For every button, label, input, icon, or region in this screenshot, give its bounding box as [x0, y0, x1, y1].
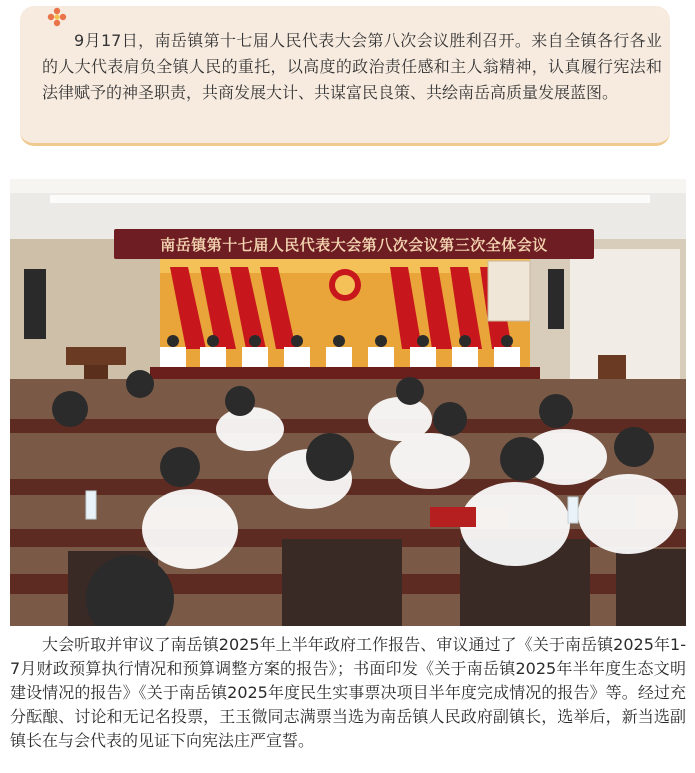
meeting-banner: 南岳镇第十七届人民代表大会第八次会议第三次全体会议 [114, 229, 594, 259]
flower-icon [46, 6, 68, 28]
meeting-photo [10, 179, 686, 626]
body-paragraph: 大会听取并审议了南岳镇2025年上半年政府工作报告、审议通过了《关于南岳镇2025年1-7月财政预算执行情况和预算调整方案的报告》；书面印发《关于南岳镇2025年半年度生态文明建设情况的报告》《关于南岳镇2025年度民生实事票决项目半年度完成情况的报告》等。经过充分酝酿、讨论和无记名投票，王玉微同志满票当选为南岳镇人民政府副镇长，选举后，新当选副镇长在与会代表的见证下向宪法庄严宣誓。 [10, 635, 686, 750]
intro-paragraph: 9月17日，南岳镇第十七届人民代表大会第八次会议胜利召开。来自全镇各行各业的人大代表肩负全镇人民的重托，以高度的政治责任感和主人翁精神，认真履行宪法和法律赋予的神圣职责，共商发展大计、共谋富民良策、共绘南岳高质量发展蓝图。 [42, 31, 662, 102]
intro-card [20, 6, 670, 146]
